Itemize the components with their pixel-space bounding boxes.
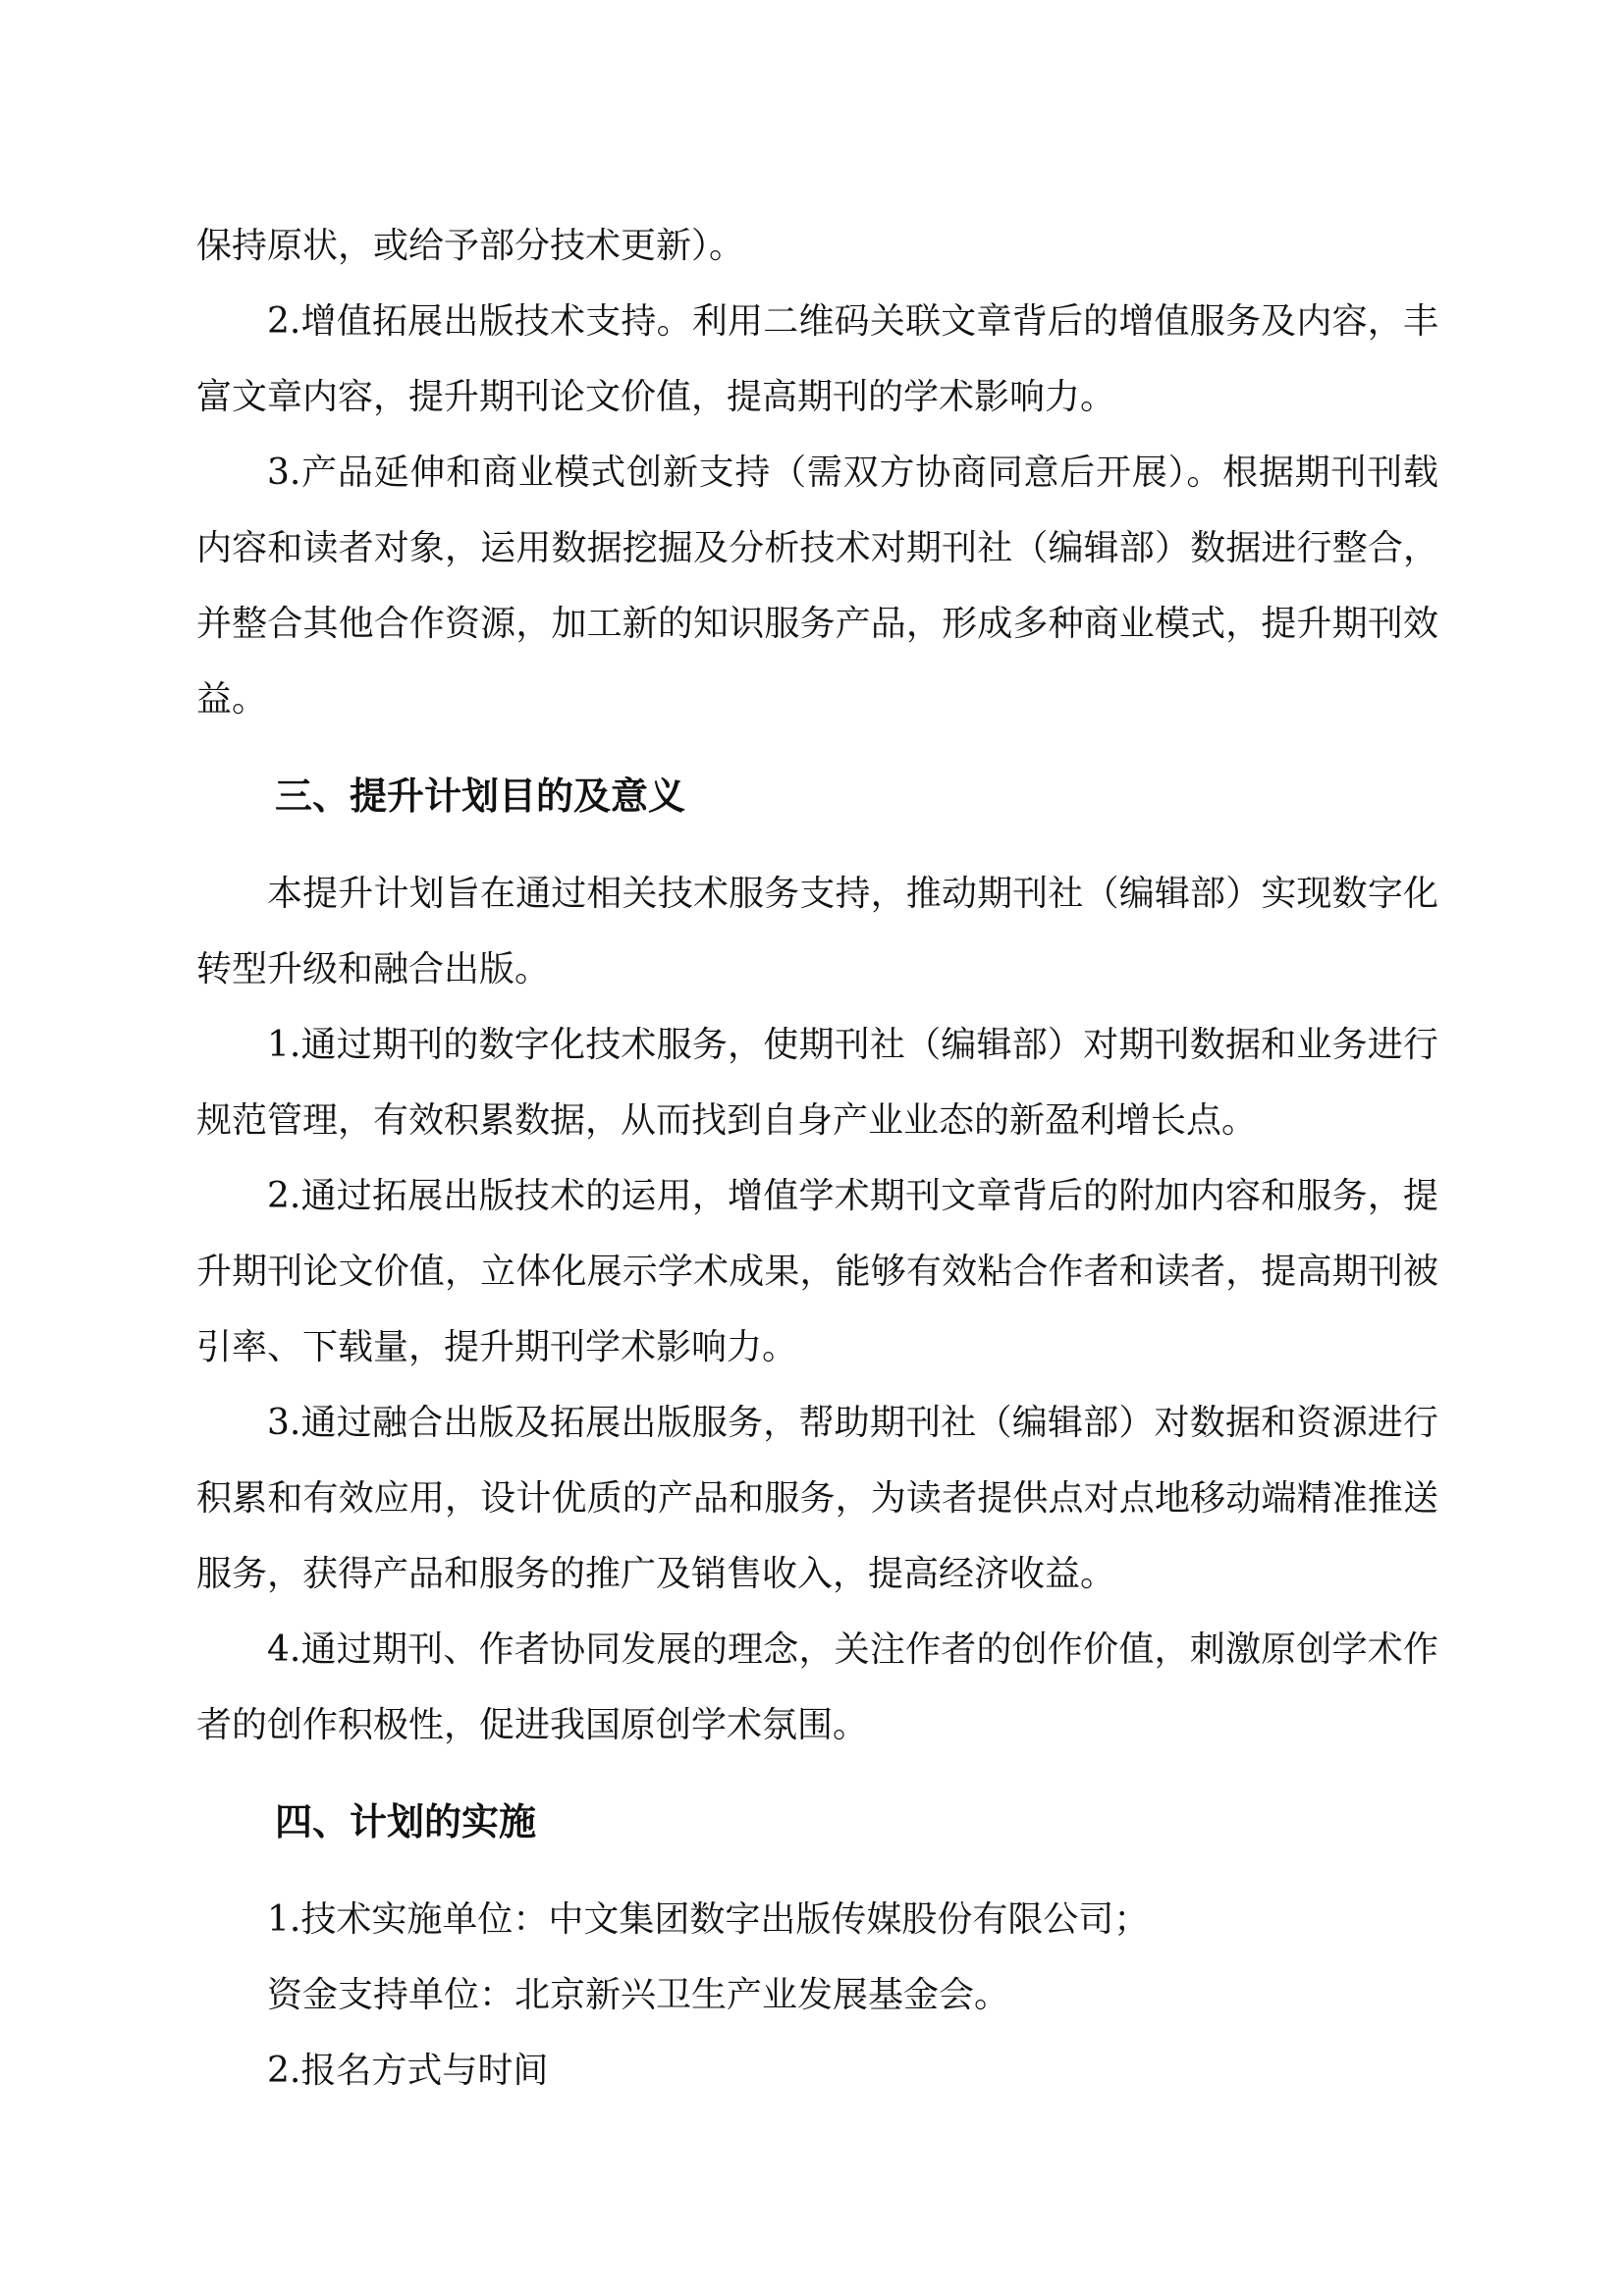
document-body bbox=[196, 208, 1438, 2109]
paragraph-purpose-intro: 本提升计划旨在通过相关技术服务支持，推动期刊社（编辑部）实现数字化转型升级和融合出版。 bbox=[196, 874, 1438, 989]
section-heading-implementation: 四、计划的实施 bbox=[275, 1800, 537, 1843]
paragraph-purpose-4: 4.通过期刊、作者协同发展的理念，关注作者的创作价值，刺激原创学术作者的创作积极性，促进我国原创学术氛围。 bbox=[196, 1629, 1438, 1745]
paragraph-purpose-1: 1.通过期刊的数字化技术服务，使期刊社（编辑部）对期刊数据和业务进行规范管理，有效积累数据，从而找到自身产业业态的新盈利增长点。 bbox=[196, 1025, 1438, 1141]
paragraph-registration: 2.报名方式与时间 bbox=[267, 2051, 549, 2091]
paragraph-purpose-3: 3.通过融合出版及拓展出版服务，帮助期刊社（编辑部）对数据和资源进行积累和有效应用，设计优质的产品和服务，为读者提供点对点地移动端精准推送服务，获得产品和服务的推广及销售收入，提高经济收益。 bbox=[196, 1403, 1438, 1594]
paragraph-value-added-publishing: 2.增值拓展出版技术支持。利用二维码关联文章背后的增值服务及内容，丰富文章内容，提升期刊论文价值，提高期刊的学术影响力。 bbox=[196, 301, 1438, 417]
paragraph-purpose-2: 2.通过拓展出版技术的运用，增值学术期刊文章背后的附加内容和服务，提升期刊论文价值，立体化展示学术成果，能够有效粘合作者和读者，提高期刊被引率、下载量，提升期刊学术影响力。 bbox=[196, 1176, 1438, 1367]
section-heading-purpose: 三、提升计划目的及意义 bbox=[275, 774, 686, 818]
paragraph-funding-unit: 资金支持单位：北京新兴卫生产业发展基金会。 bbox=[267, 1975, 1010, 2015]
paragraph-continuation: 保持原状，或给予部分技术更新）。 bbox=[196, 226, 745, 266]
paragraph-product-extension: 3.产品延伸和商业模式创新支持（需双方协商同意后开展）。根据期刊刊载内容和读者对象，运用数据挖掘及分析技术对期刊社（编辑部）数据进行整合，并整合其他合作资源，加工新的知识服务产品，形成多种商业模式，提升期刊效益。 bbox=[196, 453, 1438, 720]
paragraph-tech-unit: 1.技术实施单位：中文集团数字出版传媒股份有限公司； bbox=[267, 1899, 1150, 1940]
